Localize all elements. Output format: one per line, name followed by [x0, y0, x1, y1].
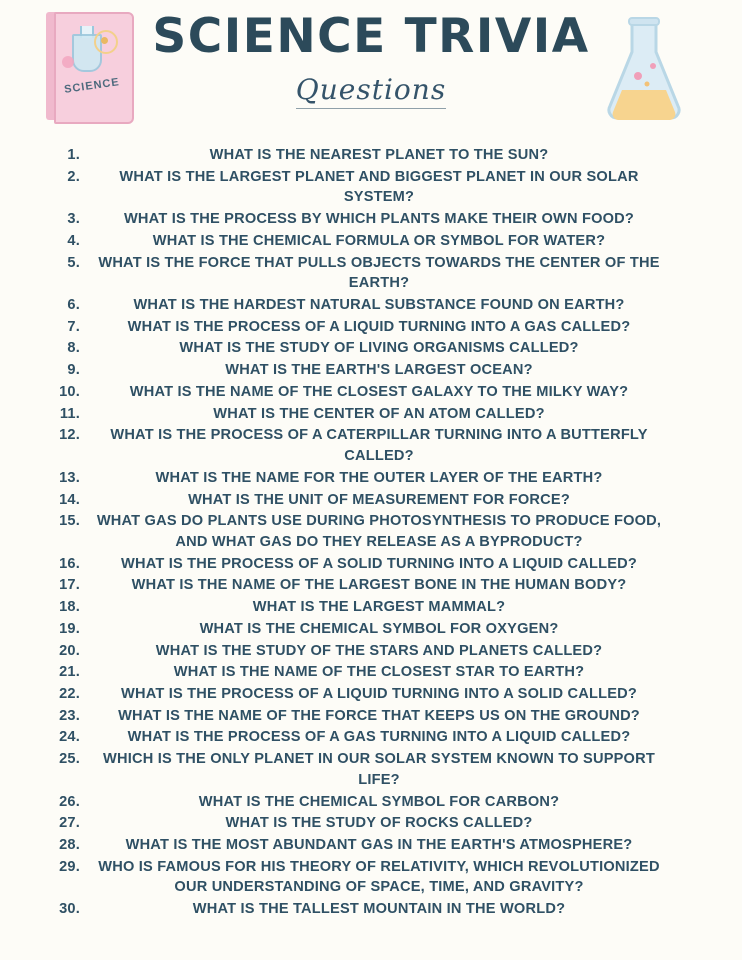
list-item [48, 145, 694, 166]
question-text: WHAT IS THE NAME OF THE FORCE THAT KEEPS US ON THE GROUND? [118, 707, 640, 724]
question-text: WHAT IS THE PROCESS OF A SOLID TURNING INTO A LIQUID CALLED? [120, 555, 638, 572]
list-item [48, 706, 694, 727]
question-number: 15. [59, 513, 80, 530]
question-text: WHAT IS THE NAME OF THE CLOSEST STAR TO EARTH? [173, 664, 585, 681]
list-item [48, 295, 694, 316]
list-item [48, 554, 694, 575]
list-item [48, 597, 694, 618]
list-item [48, 835, 694, 856]
subtitle-underline [296, 108, 446, 109]
list-item [48, 209, 694, 230]
question-number: 30. [59, 901, 80, 918]
question-text: WHAT IS THE PROCESS OF A GAS TURNING INTO A LIQUID CALLED? [127, 729, 631, 746]
list-item [48, 490, 694, 511]
question-text: WHAT IS THE STUDY OF LIVING ORGANISMS CALLED? [179, 340, 579, 357]
question-text: WHAT IS THE LARGEST MAMMAL? [252, 599, 506, 616]
question-number: 16. [59, 555, 80, 572]
list-item [48, 231, 694, 252]
question-number: 14. [59, 491, 80, 508]
question-text: WHAT IS THE NAME OF THE LARGEST BONE IN THE HUMAN BODY? [131, 577, 627, 594]
list-item [48, 857, 694, 898]
question-number: 12. [59, 427, 80, 444]
question-number: 6. [67, 297, 80, 314]
question-number: 27. [59, 815, 80, 832]
question-text: WHAT IS THE CHEMICAL SYMBOL FOR CARBON? [198, 793, 560, 810]
list-item [48, 167, 694, 208]
question-text: WHAT IS THE TALLEST MOUNTAIN IN THE WORLD? [192, 901, 566, 918]
list-item [48, 511, 694, 552]
page-subtitle: Questions [295, 73, 447, 107]
question-text: WHAT IS THE MOST ABUNDANT GAS IN THE EARTH'S ATMOSPHERE? [125, 837, 633, 853]
question-text: WHAT IS THE STUDY OF ROCKS CALLED? [225, 815, 533, 832]
question-number: 18. [59, 599, 80, 616]
question-number: 11. [59, 405, 80, 422]
question-text: WHAT IS THE PROCESS OF A LIQUID TURNING INTO A GAS CALLED? [127, 318, 631, 335]
trivia-question-list [0, 145, 742, 920]
question-number: 10. [59, 383, 80, 400]
list-item [48, 684, 694, 705]
question-number: 5. [67, 254, 80, 271]
list-item [48, 253, 694, 294]
list-item [48, 404, 694, 425]
question-text: WHAT IS THE NAME FOR THE OUTER LAYER OF THE EARTH? [155, 469, 603, 486]
question-text: WHICH IS THE ONLY PLANET IN OUR SOLAR SYSTEM KNOWN TO SUPPORT LIFE? [103, 751, 655, 788]
question-text: WHAT IS THE FORCE THAT PULLS OBJECTS TOWARDS THE CENTER OF THE EARTH? [98, 254, 660, 292]
list-item [48, 813, 694, 834]
list-item [48, 899, 694, 920]
list-item [48, 360, 694, 381]
question-number: 25. [59, 751, 80, 768]
erlenmeyer-flask-icon [598, 16, 690, 128]
list-item [48, 727, 694, 748]
list-item [48, 749, 694, 790]
question-number: 2. [67, 168, 80, 185]
list-item [48, 338, 694, 359]
list-item [48, 575, 694, 596]
question-text: WHAT IS THE CHEMICAL SYMBOL FOR OXYGEN? [199, 620, 559, 637]
list-item [48, 641, 694, 662]
question-text: WHAT IS THE LARGEST PLANET AND BIGGEST PLANET IN OUR SOLAR SYSTEM? [119, 168, 639, 206]
question-number: 26. [59, 793, 80, 810]
list-item [48, 619, 694, 640]
question-number: 22. [59, 685, 80, 702]
question-number: 29. [59, 858, 80, 875]
question-text: WHAT IS THE NEAREST PLANET TO THE SUN? [209, 147, 549, 163]
book-label: SCIENCE [63, 76, 121, 96]
list-item [48, 792, 694, 813]
list-item [48, 425, 694, 466]
question-text: WHAT IS THE PROCESS OF A LIQUID TURNING INTO A SOLID CALLED? [120, 685, 638, 702]
list-item [48, 662, 694, 683]
question-text: WHAT IS THE PROCESS OF A CATERPILLAR TURNING INTO A BUTTERFLY CALLED? [110, 427, 648, 465]
question-number: 8. [67, 340, 80, 357]
question-number: 1. [67, 147, 80, 163]
question-number: 20. [59, 642, 80, 659]
question-text: WHAT IS THE UNIT OF MEASUREMENT FOR FORCE? [188, 491, 570, 508]
flask-svg [598, 16, 690, 128]
question-text: WHAT IS THE EARTH'S LARGEST OCEAN? [225, 362, 533, 379]
list-item [48, 382, 694, 403]
question-text: WHAT IS THE NAME OF THE CLOSEST GALAXY TO THE MILKY WAY? [129, 383, 629, 400]
question-number: 7. [67, 318, 80, 335]
question-number: 28. [59, 837, 80, 853]
question-text: WHAT IS THE HARDEST NATURAL SUBSTANCE FOUND ON EARTH? [133, 297, 625, 314]
question-number: 23. [59, 707, 80, 724]
question-number: 21. [59, 664, 80, 681]
question-text: WHAT IS THE STUDY OF THE STARS AND PLANETS CALLED? [155, 642, 603, 659]
question-text: WHO IS FAMOUS FOR HIS THEORY OF RELATIVITY, WHICH REVOLUTIONIZED OUR UNDERSTANDING OF SPACE, TIME, AND GRAVITY? [98, 858, 660, 896]
question-text: WHAT IS THE CENTER OF AN ATOM CALLED? [213, 405, 545, 422]
question-number: 13. [59, 469, 80, 486]
question-number: 19. [59, 620, 80, 637]
list-item [48, 468, 694, 489]
question-number: 3. [67, 211, 80, 228]
list-item [48, 317, 694, 338]
page-title: SCIENCE TRIVIA [152, 9, 590, 64]
question-number: 24. [59, 729, 80, 746]
question-number: 4. [67, 232, 80, 249]
question-text: WHAT GAS DO PLANTS USE DURING PHOTOSYNTHESIS TO PRODUCE FOOD, AND WHAT GAS DO THEY RELEASE AS A BYPRODUCT? [96, 513, 662, 550]
page-header [0, 0, 742, 145]
question-text: WHAT IS THE PROCESS BY WHICH PLANTS MAKE THEIR OWN FOOD? [123, 211, 635, 228]
question-number: 17. [59, 577, 80, 594]
question-text: WHAT IS THE CHEMICAL FORMULA OR SYMBOL FOR WATER? [152, 232, 606, 249]
question-number: 9. [67, 362, 80, 379]
